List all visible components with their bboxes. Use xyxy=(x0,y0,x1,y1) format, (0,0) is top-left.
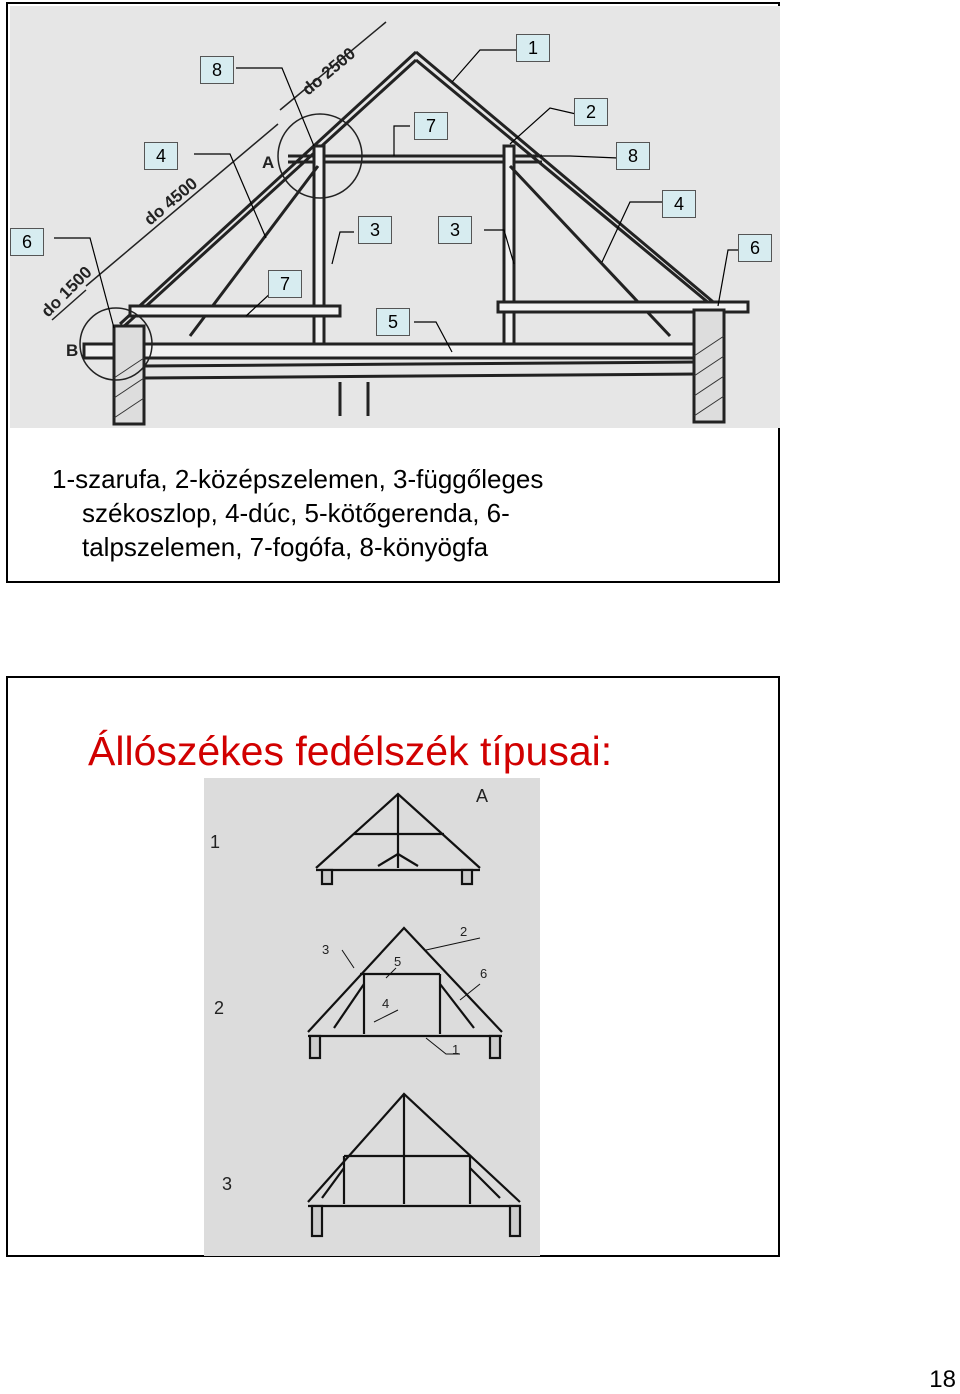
type-number-3: 3 xyxy=(222,1174,233,1194)
label-6-left: 6 xyxy=(10,228,44,256)
legend-caption xyxy=(52,462,692,564)
caption-line-2: székoszlop, 4-dúc, 5-kötőgerenda, 6- xyxy=(82,498,510,528)
dim-bottom-label: do 1500 xyxy=(37,262,96,321)
caption-line-1: 1-szarufa, 2-középszelemen, 3-függőleges xyxy=(52,464,544,494)
detail-b-label: B xyxy=(66,341,79,360)
slide-roof-structure xyxy=(6,2,780,583)
part-label-5: 5 xyxy=(394,954,402,969)
part-label-4: 4 xyxy=(382,996,390,1011)
dim-top-label: do 2500 xyxy=(298,43,360,100)
label-4-right: 4 xyxy=(662,190,696,218)
type-number-1: 1 xyxy=(210,832,221,852)
label-5: 5 xyxy=(376,308,410,336)
part-label-3: 3 xyxy=(322,942,330,957)
part-label-1: 1 xyxy=(452,1042,460,1057)
page-number: 18 xyxy=(929,1366,956,1393)
label-1: 1 xyxy=(516,34,550,62)
label-6-right: 6 xyxy=(738,234,772,262)
label-7-top: 7 xyxy=(414,112,448,140)
slide-roof-types xyxy=(6,676,780,1257)
type-number-2: 2 xyxy=(214,998,225,1018)
label-2: 2 xyxy=(574,98,608,126)
caption-line-3: talpszelemen, 7-fogófa, 8-könyögfa xyxy=(82,532,489,562)
label-7-bottom: 7 xyxy=(268,270,302,298)
label-3-left: 3 xyxy=(358,216,392,244)
part-label-2: 2 xyxy=(460,924,468,939)
roof-types-drawing xyxy=(204,778,540,1256)
slide-title: Állószékes fedélszék típusai: xyxy=(88,728,613,774)
type-letter-a: A xyxy=(476,786,489,806)
label-8-left: 8 xyxy=(200,56,234,84)
detail-a-label: A xyxy=(262,153,275,172)
part-label-6: 6 xyxy=(480,966,488,981)
dim-middle-label: do 4500 xyxy=(140,173,202,230)
label-8-right: 8 xyxy=(616,142,650,170)
label-4-left: 4 xyxy=(144,142,178,170)
label-3-right: 3 xyxy=(438,216,472,244)
